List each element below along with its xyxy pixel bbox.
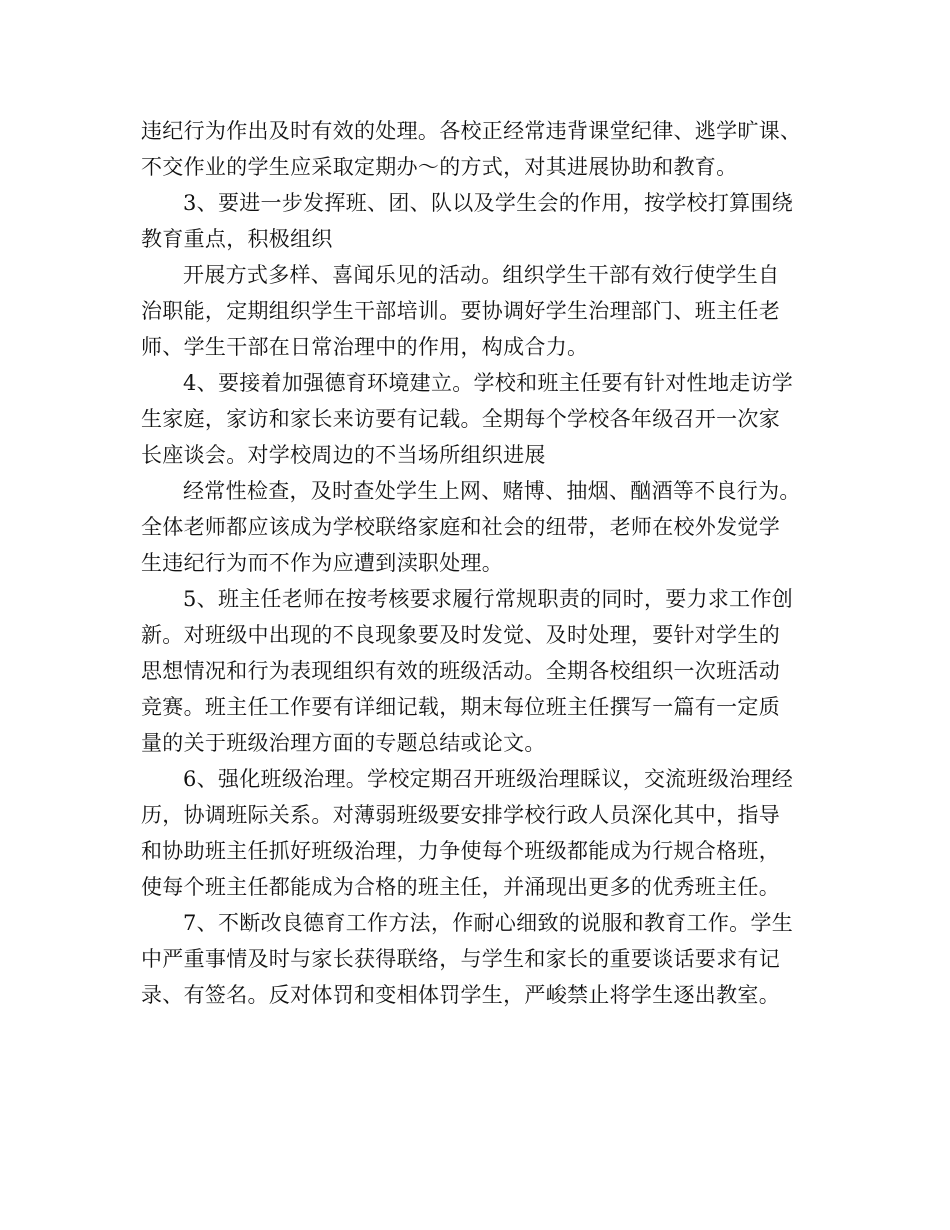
text-line: 6、强化班级治理。学校定期召开班级治理睬议，交流班级治理经 bbox=[183, 767, 794, 791]
text-line: 全体老师都应该成为学校联络家庭和社会的纽带，老师在校外发觉学 bbox=[141, 515, 780, 539]
text-line: 开展方式多样、喜闻乐见的活动。组织学生干部有效行使学生自 bbox=[183, 263, 780, 287]
text-line: 竞赛。班主任工作要有详细记载，期末每位班主任撰写一篇有一定质 bbox=[141, 695, 780, 719]
text-line: 生违纪行为而不作为应遭到渎职处理。 bbox=[141, 551, 504, 575]
text-line: 录、有签名。反对体罚和变相体罚学生，严峻禁止将学生逐出教室。 bbox=[141, 983, 780, 1007]
text-line: 治职能，定期组织学生干部培训。要协调好学生治理部门、班主任老 bbox=[141, 299, 780, 323]
text-line: 3、要进一步发挥班、团、队以及学生会的作用，按学校打算围绕 bbox=[183, 191, 794, 215]
text-line: 师、学生干部在日常治理中的作用，构成合力。 bbox=[141, 335, 589, 359]
text-line: 历，协调班际关系。对薄弱班级要安排学校行政人员深化其中，指导 bbox=[141, 803, 780, 827]
text-line: 中严重事情及时与家长获得联络，与学生和家长的重要谈话要求有记 bbox=[141, 947, 780, 971]
text-line: 教育重点，积极组织 bbox=[141, 227, 333, 251]
text-line: 使每个班主任都能成为合格的班主任，并涌现出更多的优秀班主任。 bbox=[141, 875, 780, 899]
text-line: 7、不断改良德育工作方法，作耐心细致的说服和教育工作。学生 bbox=[183, 911, 794, 935]
text-line: 新。对班级中出现的不良现象要及时发觉、及时处理，要针对学生的 bbox=[141, 623, 780, 647]
text-line: 5、班主任老师在按考核要求履行常规职责的同时，要力求工作创 bbox=[183, 587, 794, 611]
document-body bbox=[141, 113, 831, 1013]
text-line: 量的关于班级治理方面的专题总结或论文。 bbox=[141, 731, 546, 755]
text-line: 违纪行为作出及时有效的处理。各校正经常违背课堂纪律、逃学旷课、 bbox=[141, 119, 802, 143]
text-line: 不交作业的学生应采取定期办～的方式，对其进展协助和教育。 bbox=[141, 155, 738, 179]
text-line: 和协助班主任抓好班级治理，力争使每个班级都能成为行规合格班， bbox=[141, 839, 780, 863]
text-line: 经常性检查，及时查处学生上网、赌博、抽烟、酗酒等不良行为。 bbox=[183, 479, 801, 503]
text-line: 4、要接着加强德育环境建立。学校和班主任要有针对性地走访学 bbox=[183, 371, 794, 395]
text-line: 思想情况和行为表现组织有效的班级活动。全期各校组织一次班活动 bbox=[141, 659, 780, 683]
text-line: 生家庭，家访和家长来访要有记载。全期每个学校各年级召开一次家 bbox=[141, 407, 780, 431]
text-line: 长座谈会。对学校周边的不当场所组织进展 bbox=[141, 443, 546, 467]
